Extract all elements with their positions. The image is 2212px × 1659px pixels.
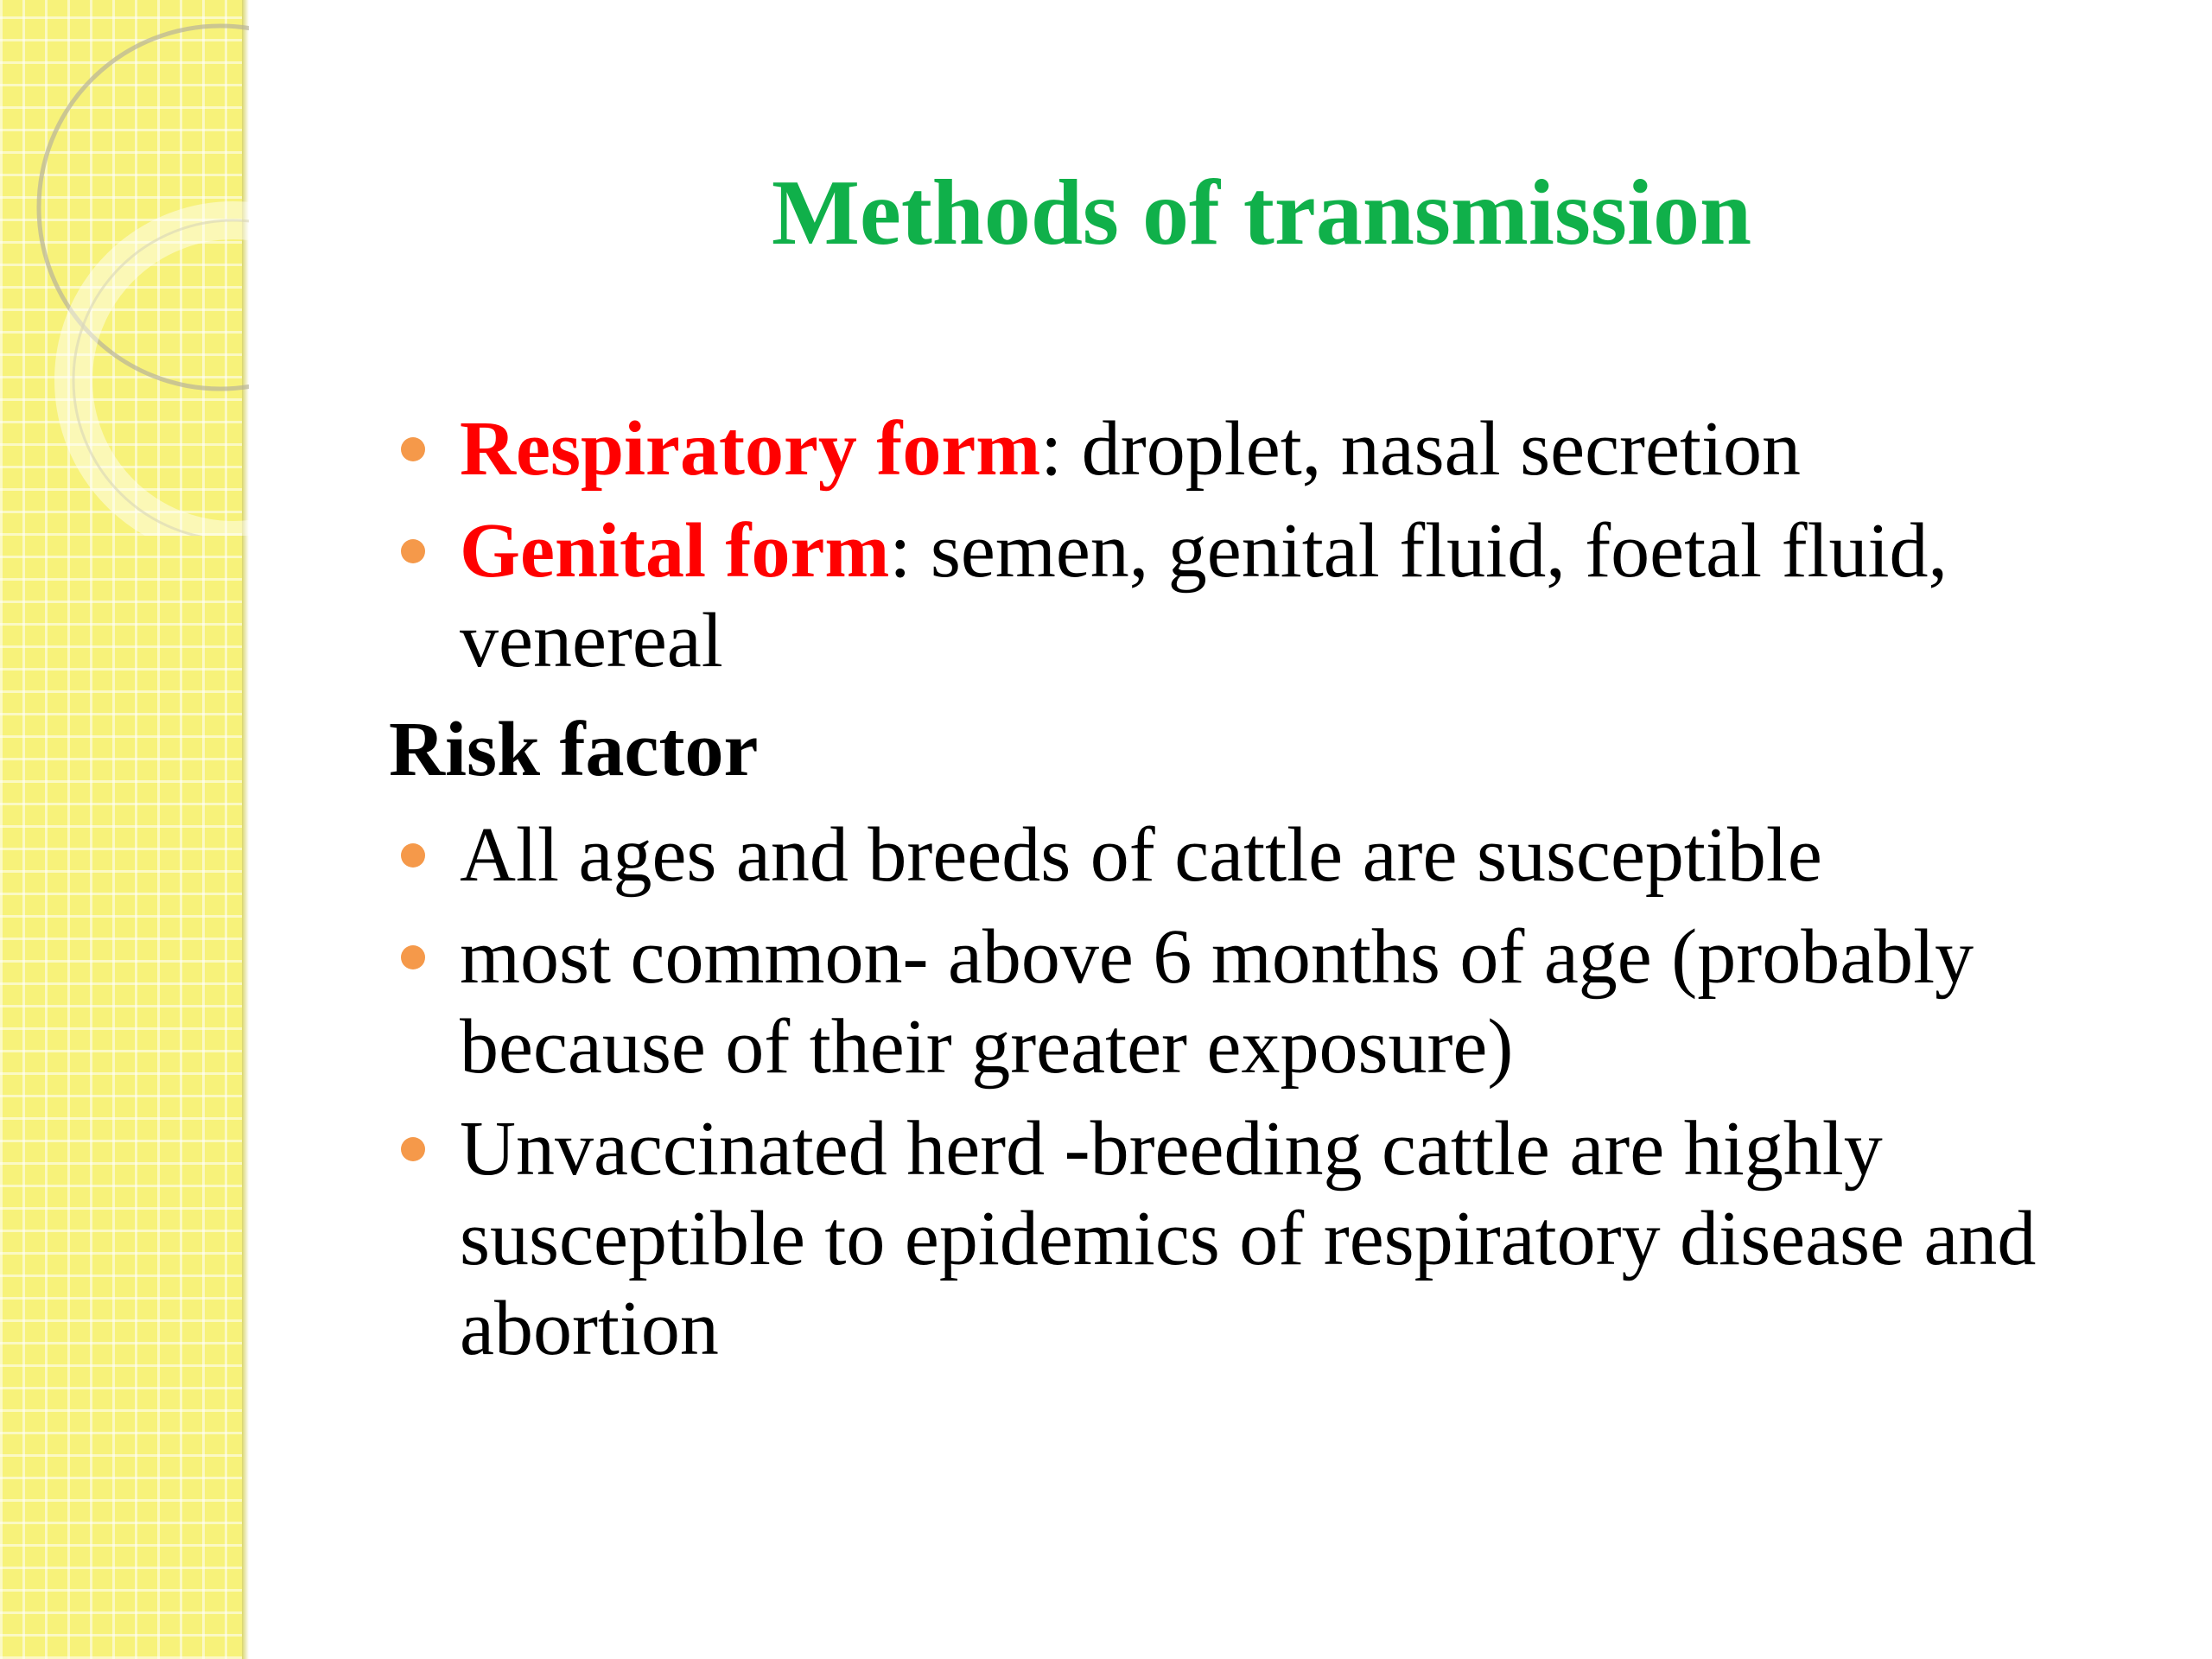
bullet-item-risk [389,810,2169,900]
item-text: : semen, genital fluid, foetal fluid, venereal [460,508,1948,683]
bullet-dot-icon [401,437,425,461]
item-text: most common- above 6 months of age (probably because of their greater exposure) [460,914,1974,1090]
slide-title: Methods of transmission [771,162,1752,264]
bullet-item-respiratory [389,404,2169,494]
term-genital-form: Genital form [460,508,890,594]
bullet-dot-icon [401,1137,425,1161]
term-respiratory-form: Respiratory form [460,406,1041,492]
item-text: : droplet, nasal secretion [1040,406,1801,492]
risk-factor-heading: Risk factor [389,707,759,792]
bullet-dot-icon [401,539,425,563]
bullet-item-genital [389,506,2169,686]
item-text: Unvaccinated herd -breeding cattle are highly susceptible to epidemics of respiratory disease and abortion [460,1106,2037,1371]
bullet-item-risk [389,912,2169,1092]
bullet-dot-icon [401,945,425,969]
decorative-rings-icon [0,0,249,536]
bullet-dot-icon [401,843,425,868]
slide-content [389,404,2169,1386]
item-text: All ages and breeds of cattle are susceptible [460,812,1822,898]
bullet-item-risk [389,1104,2169,1374]
